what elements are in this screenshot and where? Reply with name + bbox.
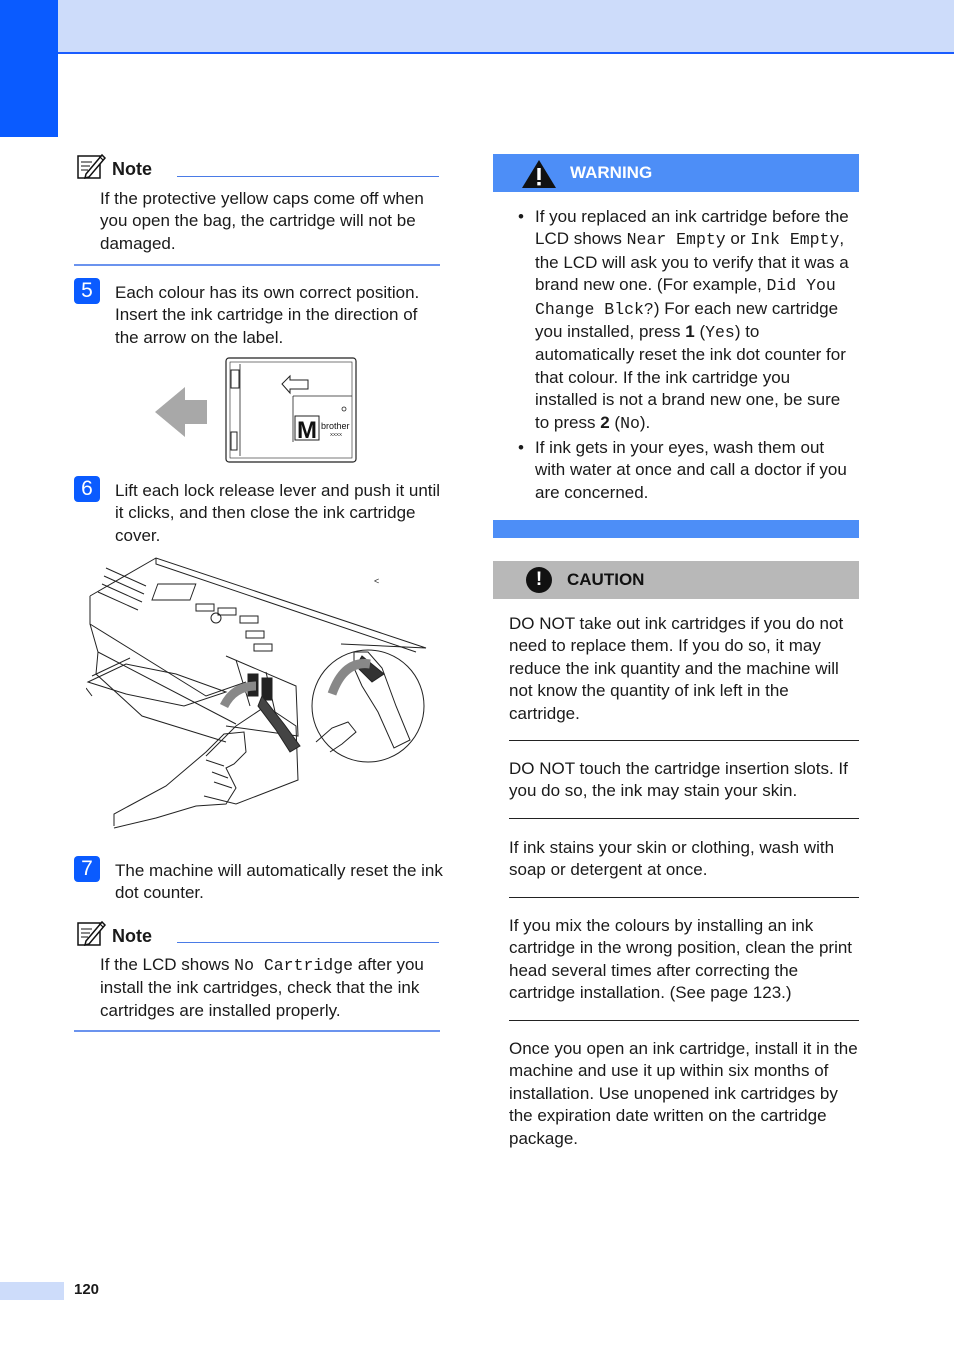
note-text-2: If the LCD shows No Cartridge after you install the ink cartridges, check that the ink cartridges are installed properly. [100, 955, 424, 1020]
svg-text:<: < [374, 576, 380, 586]
cartridge-illustration [150, 352, 365, 467]
step-7-badge: 7 [74, 856, 100, 882]
caution-item: If ink stains your skin or clothing, wash with soap or detergent at once. [509, 838, 835, 880]
note-pencil-icon [76, 919, 106, 947]
chapter-tab [0, 0, 58, 137]
step-6-badge: 6 [74, 476, 100, 502]
warning-item-1: If you replaced an ink cartridge before the LCD shows Near Empty or Ink Empty, the LCD will ask you to verify that it was a brand new one. (For example, Did You Change Blck?) For each new cartridge you installed, press 1 (Yes) to automatically reset the ink dot counter for that colour. If the ink cartridge you installed is not a brand new one, be sure to press 2 (No). [535, 207, 849, 433]
warning-item-2: If ink gets in your eyes, wash them out with water at once and call a doctor if you are concerned. [535, 438, 847, 502]
insert-arrow-icon [155, 387, 207, 437]
caution-item: DO NOT take out ink cartridges if you do not need to replace them. If you do so, it may reduce the ink quantity and the machine will not know the quantity of ink left in the cartridge. [509, 614, 844, 723]
caution-item: DO NOT touch the cartridge insertion slots. If you do so, the ink may stain your skin. [509, 759, 848, 801]
note-heading [76, 152, 152, 180]
caution-exclamation-icon: ! [526, 567, 552, 593]
lcd-message: No Cartridge [234, 956, 353, 975]
step-7-text: The machine will automatically reset the ink dot counter. [115, 861, 443, 903]
note-end-rule-2 [74, 1030, 440, 1032]
warning-triangle-icon [521, 159, 557, 189]
caution-divider [509, 897, 859, 898]
note-label-2: Note [112, 926, 152, 946]
cartridge-brand: brother [321, 421, 350, 431]
step-6-text: Lift each lock release lever and push it until it clicks, and then close the ink cartridge cover. [115, 481, 441, 545]
note-rule [177, 176, 439, 177]
cartridge-letter: M [297, 417, 317, 444]
header-band [0, 0, 954, 54]
note-label: Note [112, 159, 152, 179]
step-5-badge: 5 [74, 278, 100, 304]
note-heading-2 [76, 919, 152, 947]
note-rule-2 [177, 942, 439, 943]
printer-lever-illustration [86, 556, 431, 830]
caution-item: Once you open an ink cartridge, install it in the machine and use it up within six months of installation. Use unopened ink cartridges by the expiration date written on the cartridge package. [509, 1039, 858, 1148]
bullet-dot-icon: • [518, 438, 524, 457]
note-text: If the protective yellow caps come off when you open the bag, the cartridge will not be damaged. [100, 189, 424, 253]
step-5-text: Each colour has its own correct position. Insert the ink cartridge in the direction of the arrow on the label. [115, 283, 420, 347]
page-number: 120 [74, 1281, 100, 1298]
caution-divider [509, 1020, 859, 1021]
page-number-band [0, 1282, 64, 1300]
caution-divider [509, 740, 859, 741]
warning-label: WARNING [570, 163, 653, 182]
note-pencil-icon [76, 152, 106, 180]
caution-item: If you mix the colours by installing an ink cartridge in the wrong position, clean the print head several times after correcting the cartridge installation. (See page 123.) [509, 916, 853, 1003]
caution-divider [509, 818, 859, 819]
caution-header [493, 561, 859, 599]
warning-header [493, 154, 859, 192]
warning-footer [493, 520, 859, 538]
note-end-rule [74, 264, 440, 266]
bullet-dot-icon: • [518, 207, 524, 226]
cartridge-code: XXXX [330, 432, 343, 437]
caution-label: CAUTION [567, 570, 645, 589]
